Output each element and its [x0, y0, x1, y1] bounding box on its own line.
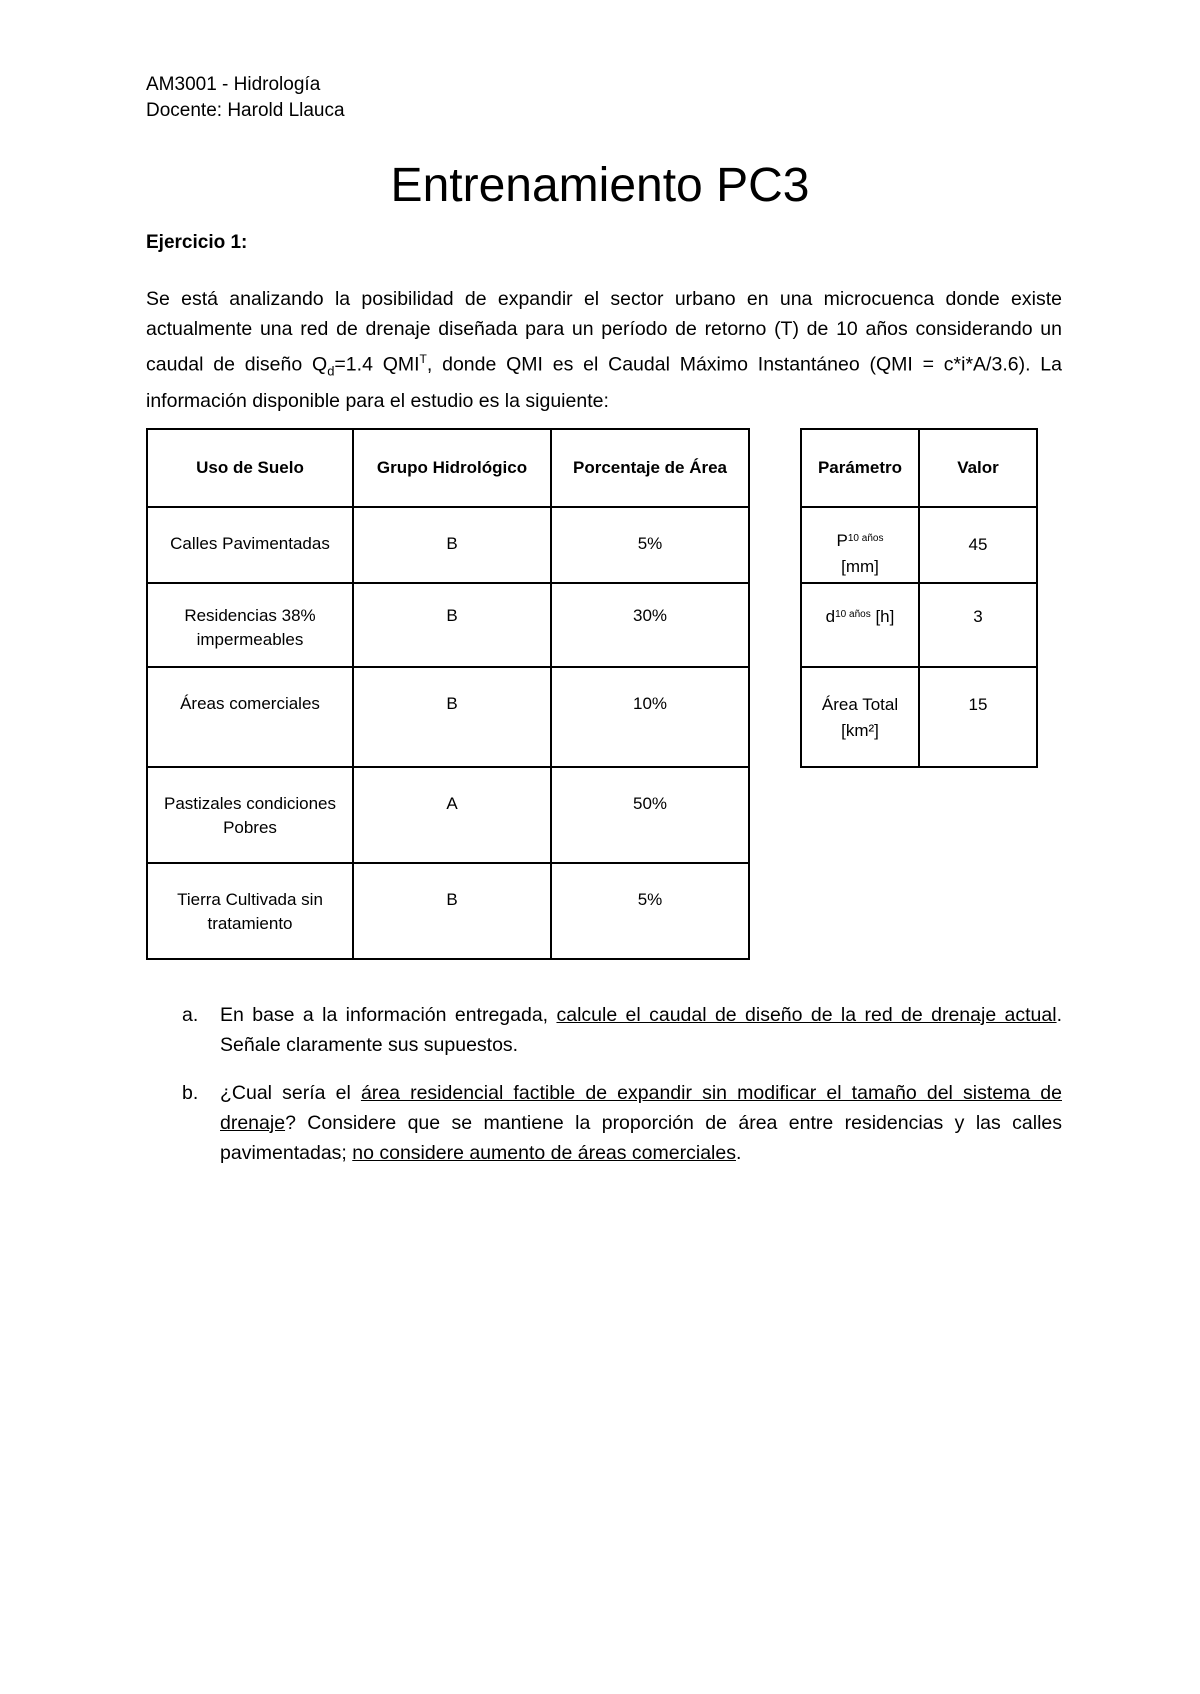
table-row — [801, 507, 1037, 583]
param-unit: [h] — [875, 607, 895, 626]
question-b-underlined-1: área residencial factible de expandir sin modificar el tamaño del sistema de drenaje — [220, 1082, 1062, 1134]
parameter-table — [800, 428, 1038, 768]
cell-parametro — [801, 583, 919, 667]
table-row — [801, 667, 1037, 767]
cell-grupo: B — [353, 863, 551, 959]
cell-uso: Calles Pavimentadas — [147, 507, 353, 583]
header-uso-suelo: Uso de Suelo — [147, 429, 353, 507]
param-superscript: 10 años — [847, 533, 884, 544]
qmi-superscript: T — [419, 352, 427, 366]
question-b-text-1: ¿Cual sería el — [220, 1082, 361, 1104]
qd-subscript: d — [327, 363, 335, 379]
header-porcentaje-area: Porcentaje de Área — [551, 429, 749, 507]
cell-valor: 45 — [919, 507, 1037, 583]
cell-porcentaje: 30% — [551, 583, 749, 667]
header-parametro: Parámetro — [801, 429, 919, 507]
cell-uso: Pastizales condiciones Pobres — [147, 767, 353, 863]
question-b-text-2: ? Considere que se mantiene la proporción de área entre residencias y las calles pavimentadas; — [220, 1112, 1062, 1164]
cell-valor: 15 — [919, 667, 1037, 767]
land-use-table — [146, 428, 750, 960]
table-row — [147, 507, 749, 583]
question-a — [182, 1000, 1062, 1060]
parameter-header-row — [801, 429, 1037, 507]
statement-part-2: =1.4 QMI — [334, 353, 420, 376]
question-a-label: a. — [182, 1004, 199, 1026]
cell-porcentaje: 5% — [551, 507, 749, 583]
cell-uso: Áreas comerciales — [147, 667, 353, 767]
cell-parametro — [801, 507, 919, 583]
question-a-underlined: calcule el caudal de diseño de la red de drenaje actual — [556, 1004, 1057, 1026]
table-row — [147, 667, 749, 767]
param-unit: [km²] — [841, 721, 879, 740]
cell-grupo: B — [353, 667, 551, 767]
param-unit: [mm] — [841, 557, 879, 576]
question-b-underlined-2: no considere aumento de áreas comerciales — [352, 1142, 736, 1164]
question-b-text-3: . — [735, 1142, 742, 1164]
header-grupo-hidrologico: Grupo Hidrológico — [353, 429, 551, 507]
course-code: AM3001 - Hidrología — [146, 74, 321, 95]
cell-grupo: B — [353, 507, 551, 583]
cell-grupo: A — [353, 767, 551, 863]
question-b — [182, 1078, 1062, 1168]
param-symbol: Área Total — [821, 695, 899, 714]
statement-part-1: Se está analizando la posibilidad de expandir el sector urbano en una microcuenca donde existe actualmente una red de drenaje diseñada para un período de retorno (T) de 10 años considerando un caudal de diseño Q — [146, 288, 1062, 376]
teacher-name: Docente: Harold Llauca — [146, 100, 345, 121]
document-header — [146, 72, 345, 124]
exercise-label: Ejercicio 1: — [146, 232, 248, 253]
table-row — [147, 767, 749, 863]
cell-grupo: B — [353, 583, 551, 667]
cell-porcentaje: 10% — [551, 667, 749, 767]
question-b-label: b. — [182, 1082, 199, 1104]
param-symbol: d — [825, 607, 836, 626]
param-symbol: P — [836, 531, 848, 550]
header-valor: Valor — [919, 429, 1037, 507]
page-title: Entrenamiento PC3 — [390, 159, 810, 212]
cell-porcentaje: 50% — [551, 767, 749, 863]
question-list — [182, 1000, 1062, 1186]
land-use-header-row — [147, 429, 749, 507]
table-row — [147, 863, 749, 959]
table-row — [801, 583, 1037, 667]
cell-uso: Residencias 38% impermeables — [147, 583, 353, 667]
cell-uso: Tierra Cultivada sin tratamiento — [147, 863, 353, 959]
question-a-text-1: En base a la información entregada, — [220, 1004, 557, 1026]
question-a-text-2: . Señale claramente sus supuestos. — [220, 1004, 1062, 1056]
exercise-statement — [146, 284, 1062, 416]
table-row — [147, 583, 749, 667]
cell-valor: 3 — [919, 583, 1037, 667]
param-superscript: 10 años — [835, 609, 871, 620]
cell-parametro — [801, 667, 919, 767]
cell-porcentaje: 5% — [551, 863, 749, 959]
statement-part-3: , donde QMI es el Caudal Máximo Instantáneo (QMI = c*i*A/3.6). La información disponible para el estudio es la siguiente: — [146, 353, 1062, 413]
